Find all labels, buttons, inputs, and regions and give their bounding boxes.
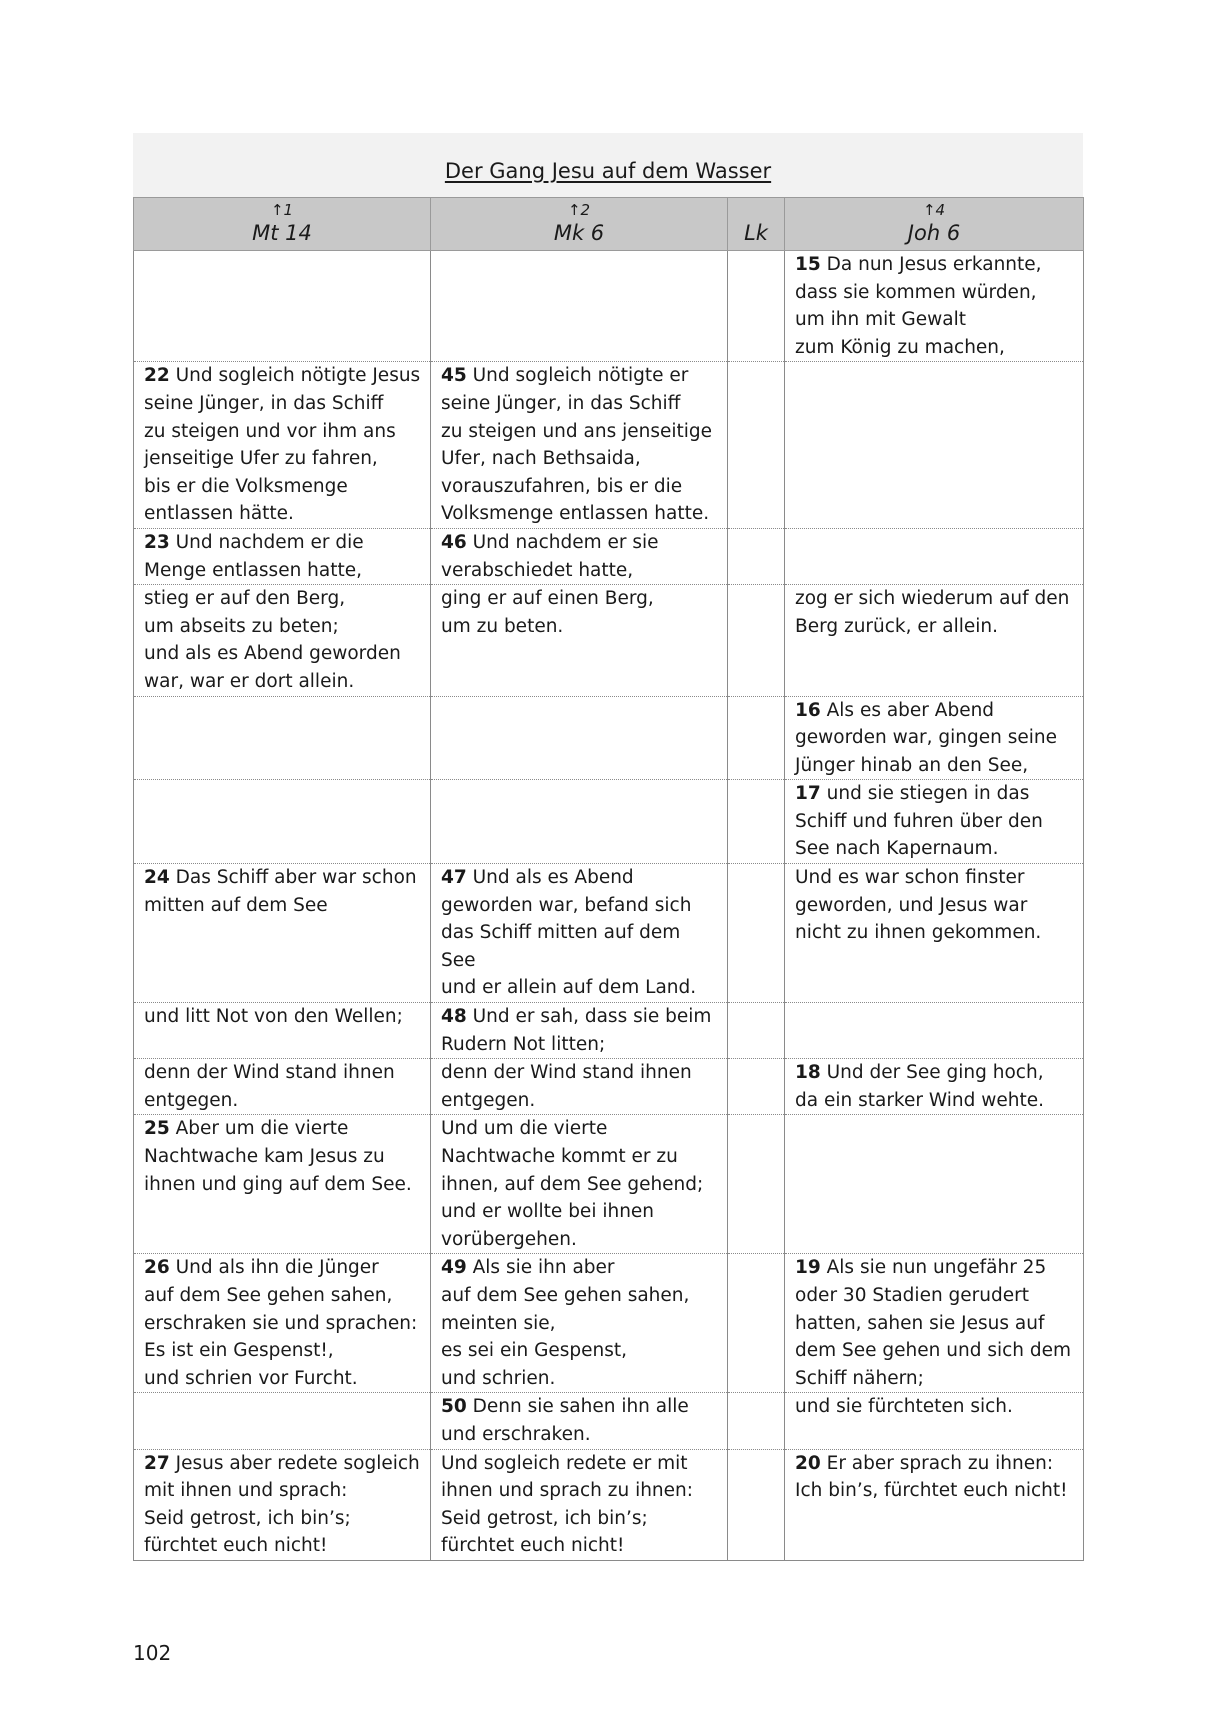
verse-text: zog er sich wiederum auf den Berg zurück, er allein. — [795, 588, 1070, 637]
verse-number: 15 — [795, 254, 821, 275]
verse-number: 23 — [144, 531, 170, 553]
verse-text: Und nachdem er die Menge entlassen hatte, — [144, 531, 364, 581]
table-cell — [134, 1254, 431, 1393]
column-header-mk — [431, 198, 728, 251]
verse-text: Und nachdem er sie verabschiedet hatte, — [441, 531, 659, 581]
table-cell — [134, 528, 431, 584]
table-cell — [134, 1003, 431, 1059]
verse-text: Als sie nun ungefähr 25 oder 30 Stadien gerudert hatten, sahen sie Jesus auf dem See gehen und sich dem Schiff nähern; — [795, 1257, 1072, 1389]
table-cell — [134, 1115, 431, 1254]
table-cell — [728, 1059, 785, 1115]
table-row — [134, 1254, 1084, 1393]
table-cell — [728, 864, 785, 1003]
title-bar — [133, 133, 1083, 197]
table-body — [134, 251, 1084, 1561]
verse-text: und sie fürchteten sich. — [795, 1396, 1013, 1418]
table-cell — [431, 1254, 728, 1393]
verse-text: Und als ihn die Jünger auf dem See gehen sahen, erschraken sie und sprachen: Es ist ein Gespenst!, und schrien vor Furcht. — [144, 1257, 418, 1389]
table-cell — [431, 864, 728, 1003]
table-row — [134, 780, 1084, 864]
verse-text: Denn sie sahen ihn alle und erschraken. — [441, 1396, 689, 1445]
table-cell — [431, 251, 728, 362]
verse-text: Er aber sprach zu ihnen: Ich bin’s, fürchtet euch nicht! — [795, 1452, 1068, 1502]
verse-text: Jesus aber redete sogleich mit ihnen und sprach: Seid getrost, ich bin’s; fürchtet euch nicht! — [144, 1452, 420, 1557]
table-row — [134, 1059, 1084, 1115]
table-cell — [785, 1115, 1084, 1254]
verse-number: 26 — [144, 1257, 170, 1279]
table-row — [134, 696, 1084, 780]
table-cell — [431, 585, 728, 696]
verse-number: 22 — [144, 365, 170, 387]
verse-text: Und als es Abend geworden war, befand sich das Schiff mitten auf dem See und er allein auf dem Land. — [441, 867, 697, 999]
table-cell — [134, 1449, 431, 1560]
table-cell — [728, 251, 785, 362]
table-cell — [785, 696, 1084, 780]
table-cell — [785, 780, 1084, 864]
verse-number: 24 — [144, 867, 170, 889]
verse-text: Und es war schon finster geworden, und Jesus war nicht zu ihnen gekommen. — [795, 867, 1042, 944]
verse-number: 16 — [795, 699, 821, 721]
verse-number: 19 — [795, 1257, 821, 1279]
verse-number: 46 — [441, 531, 467, 553]
table-cell — [785, 362, 1084, 529]
table-cell — [728, 696, 785, 780]
table-cell — [431, 528, 728, 584]
verse-text: Aber um die vierte Nachtwache kam Jesus zu ihnen und ging auf dem See. — [144, 1118, 412, 1195]
verse-text: Das Schiff aber war schon mitten auf dem See — [144, 867, 417, 916]
cross-reference-link[interactable]: ↑2 — [567, 201, 591, 219]
table-cell — [785, 585, 1084, 696]
verse-text: und litt Not von den Wellen; — [144, 1006, 403, 1028]
column-book-label: Joh 6 — [907, 221, 961, 245]
verse-number: 45 — [441, 365, 467, 387]
table-cell — [431, 1115, 728, 1254]
verse-text: Als sie ihn aber auf dem See gehen sahen, meinten sie, es sei ein Gespenst, und schrien. — [441, 1257, 690, 1389]
verse-number: 47 — [441, 867, 467, 889]
table-cell — [134, 780, 431, 864]
table-cell — [431, 1449, 728, 1560]
table-row — [134, 1449, 1084, 1560]
verse-text: Als es aber Abend geworden war, gingen seine Jünger hinab an den See, — [795, 699, 1058, 776]
table-cell — [431, 1393, 728, 1449]
page-title: Der Gang Jesu auf dem Wasser — [444, 159, 772, 183]
verse-text: Und um die vierte Nachtwache kommt er zu ihnen, auf dem See gehend; und er wollte bei ihnen vorübergehen. — [441, 1118, 704, 1250]
column-book-label: Lk — [744, 221, 768, 245]
table-cell — [134, 251, 431, 362]
table-cell — [728, 1449, 785, 1560]
table-cell — [431, 362, 728, 529]
verse-text: stieg er auf den Berg, um abseits zu beten; und als es Abend geworden war, war er dort allein. — [144, 588, 401, 692]
table-cell — [134, 1059, 431, 1115]
column-book-label: Mk 6 — [553, 221, 605, 245]
table-cell — [728, 1003, 785, 1059]
verse-text: Und sogleich nötigte Jesus seine Jünger, in das Schiff zu steigen und vor ihm ans jenseitige Ufer zu fahren, bis er die Volksmenge entlassen hätte. — [144, 365, 421, 525]
table-cell — [728, 585, 785, 696]
table-cell — [785, 1449, 1084, 1560]
table-cell — [431, 1059, 728, 1115]
table-cell — [728, 528, 785, 584]
verse-text: ging er auf einen Berg, um zu beten. — [441, 588, 654, 637]
verse-text: Und er sah, dass sie beim Rudern Not litten; — [441, 1006, 712, 1055]
table-row — [134, 1003, 1084, 1059]
table-row — [134, 864, 1084, 1003]
cross-reference-link[interactable]: ↑1 — [270, 201, 294, 219]
table-cell — [728, 1393, 785, 1449]
table-cell — [785, 1254, 1084, 1393]
table-row — [134, 585, 1084, 696]
table-cell — [728, 362, 785, 529]
verse-number: 27 — [144, 1452, 170, 1474]
verse-text: und sie stiegen in das Schiff und fuhren über den See nach Kapernaum. — [795, 783, 1043, 860]
table-cell — [785, 1003, 1084, 1059]
header-row — [134, 198, 1084, 251]
table-row — [134, 1115, 1084, 1254]
table-cell — [785, 1393, 1084, 1449]
verse-number: 49 — [441, 1257, 467, 1279]
table-cell — [431, 1003, 728, 1059]
table-cell — [431, 780, 728, 864]
table-cell — [728, 1115, 785, 1254]
column-book-label: Mt 14 — [252, 221, 312, 245]
verse-number: 18 — [795, 1062, 821, 1084]
column-header-joh — [785, 198, 1084, 251]
table-cell — [785, 251, 1084, 362]
verse-text: Und der See ging hoch, da ein starker Wind wehte. — [795, 1062, 1044, 1111]
table-row — [134, 1393, 1084, 1449]
verse-number: 25 — [144, 1118, 170, 1140]
table-row — [134, 251, 1084, 362]
page-number: 102 — [133, 1641, 172, 1665]
table-cell — [134, 864, 431, 1003]
cross-reference-link[interactable]: ↑4 — [922, 201, 946, 219]
verse-number: 17 — [795, 783, 821, 805]
table-cell — [728, 780, 785, 864]
table-row — [134, 362, 1084, 529]
synopsis-sheet — [133, 133, 1083, 1561]
table-cell — [785, 528, 1084, 584]
table-cell — [785, 1059, 1084, 1115]
table-cell — [134, 585, 431, 696]
synopsis-table — [133, 197, 1084, 1561]
verse-number: 50 — [441, 1396, 467, 1418]
verse-text: Und sogleich redete er mit ihnen und sprach zu ihnen: Seid getrost, ich bin’s; fürchtet euch nicht! — [441, 1452, 693, 1557]
verse-number: 20 — [795, 1452, 821, 1474]
verse-text: Und sogleich nötigte er seine Jünger, in das Schiff zu steigen und ans jenseitige Ufer, nach Bethsaida, vorauszufahren, bis er die Volksmenge entlassen hatte. — [441, 365, 713, 525]
table-cell — [134, 696, 431, 780]
verse-text: denn der Wind stand ihnen entgegen. — [144, 1062, 395, 1111]
table-cell — [728, 1254, 785, 1393]
verse-text: denn der Wind stand ihnen entgegen. — [441, 1062, 692, 1111]
column-header-mt — [134, 198, 431, 251]
table-cell — [785, 864, 1084, 1003]
table-cell — [134, 1393, 431, 1449]
verse-number: 48 — [441, 1006, 467, 1028]
table-cell — [134, 362, 431, 529]
column-header-lk — [728, 198, 785, 251]
table-row — [134, 528, 1084, 584]
table-cell — [431, 696, 728, 780]
verse-text: Da nun Jesus erkannte, dass sie kommen würden, um ihn mit Gewalt zum König zu machen, — [795, 254, 1042, 358]
